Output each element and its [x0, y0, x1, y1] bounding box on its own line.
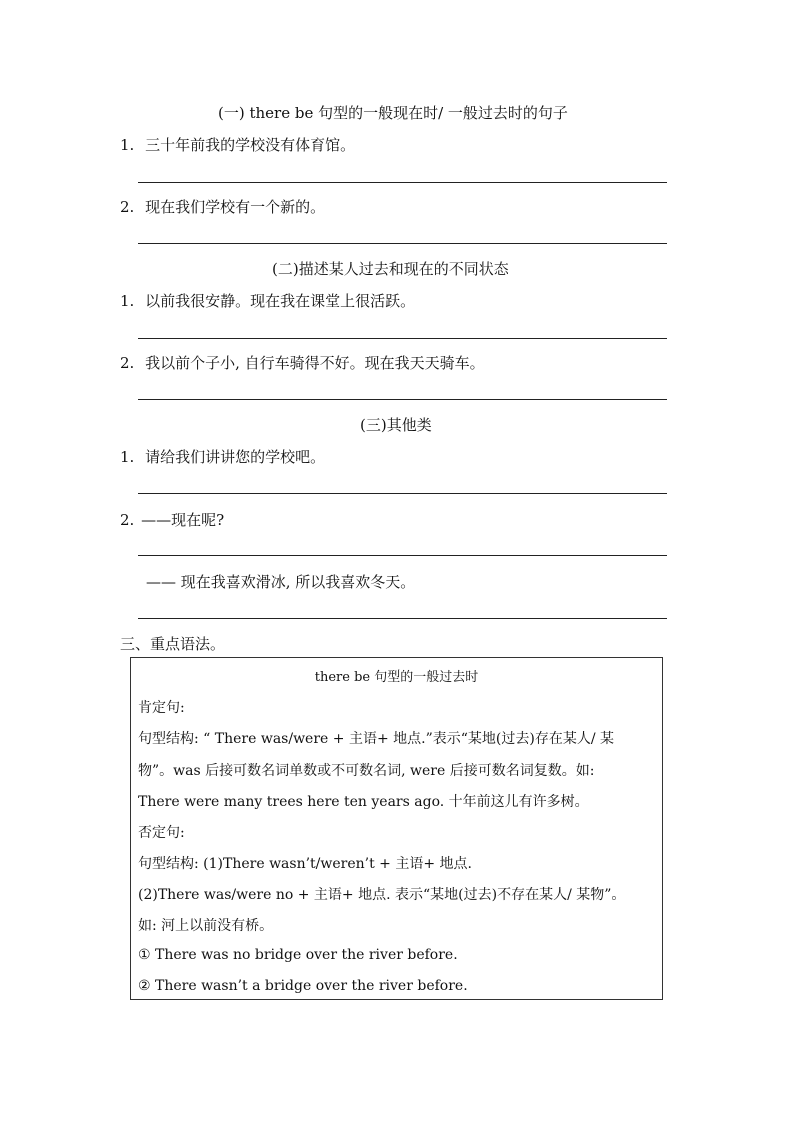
grammar-example: ① There was no bridge over the river before. [138, 947, 458, 963]
question-number: 1. [120, 292, 135, 310]
question-text: 以前我很安静。现在我在课堂上很活跃。 [145, 292, 416, 310]
grammar-line: 否定句: [138, 825, 185, 841]
answer-line[interactable] [138, 243, 667, 244]
grammar-box-title: there be 句型的一般过去时 [314, 670, 479, 685]
grammar-line: (2)There was/were no + 主语+ 地点. 表示“某地(过去)不存在某人/ 某物”。 [138, 887, 626, 903]
question-text: 请给我们讲讲您的学校吧。 [145, 448, 326, 466]
question-text: 三十年前我的学校没有体育馆。 [145, 136, 356, 154]
question-text: 我以前个子小, 自行车骑得不好。现在我天天骑车。 [145, 354, 485, 372]
answer-line[interactable] [138, 399, 667, 400]
question-number: 2. [120, 511, 135, 529]
question-item [120, 290, 415, 311]
question-number: 1. [120, 448, 135, 466]
answer-line[interactable] [138, 555, 667, 556]
question-number: 2. [120, 198, 135, 216]
question-item [120, 509, 224, 530]
answer-line[interactable] [138, 338, 667, 339]
question-item [120, 134, 355, 155]
answer-line[interactable] [138, 618, 667, 619]
answer-line[interactable] [138, 182, 667, 183]
question-text: ——现在呢? [141, 511, 225, 529]
grammar-section-title: 三、重点语法。 [120, 635, 226, 653]
question-item [120, 196, 325, 217]
grammar-line: 物”。was 后接可数名词单数或不可数名词, were 后接可数名词复数。如: [138, 763, 595, 779]
question-item [120, 352, 485, 373]
question-number: 1. [120, 136, 135, 154]
question-item [120, 446, 325, 467]
grammar-line: 肯定句: [138, 700, 185, 716]
grammar-line: 如: 河上以前没有桥。 [138, 918, 274, 934]
grammar-box [130, 657, 663, 1000]
section-3-heading: (三)其他类 [360, 416, 432, 434]
section-1-heading: (一) there be 句型的一般现在时/ 一般过去时的句子 [218, 104, 568, 122]
question-text: 现在我们学校有一个新的。 [145, 198, 326, 216]
answer-line[interactable] [138, 493, 667, 494]
grammar-line: 句型结构: (1)There wasn’t/weren’t + 主语+ 地点. [138, 856, 472, 872]
section-2-heading: (二)描述某人过去和现在的不同状态 [272, 260, 509, 278]
grammar-line: There were many trees here ten years ago. 十年前这儿有许多树。 [138, 794, 589, 810]
dialogue-reply: —— 现在我喜欢滑冰, 所以我喜欢冬天。 [146, 573, 416, 591]
question-number: 2. [120, 354, 135, 372]
grammar-example: ② There wasn’t a bridge over the river before. [138, 978, 468, 994]
grammar-line: 句型结构: “ There was/were + 主语+ 地点.”表示“某地(过去)存在某人/ 某 [138, 731, 614, 747]
